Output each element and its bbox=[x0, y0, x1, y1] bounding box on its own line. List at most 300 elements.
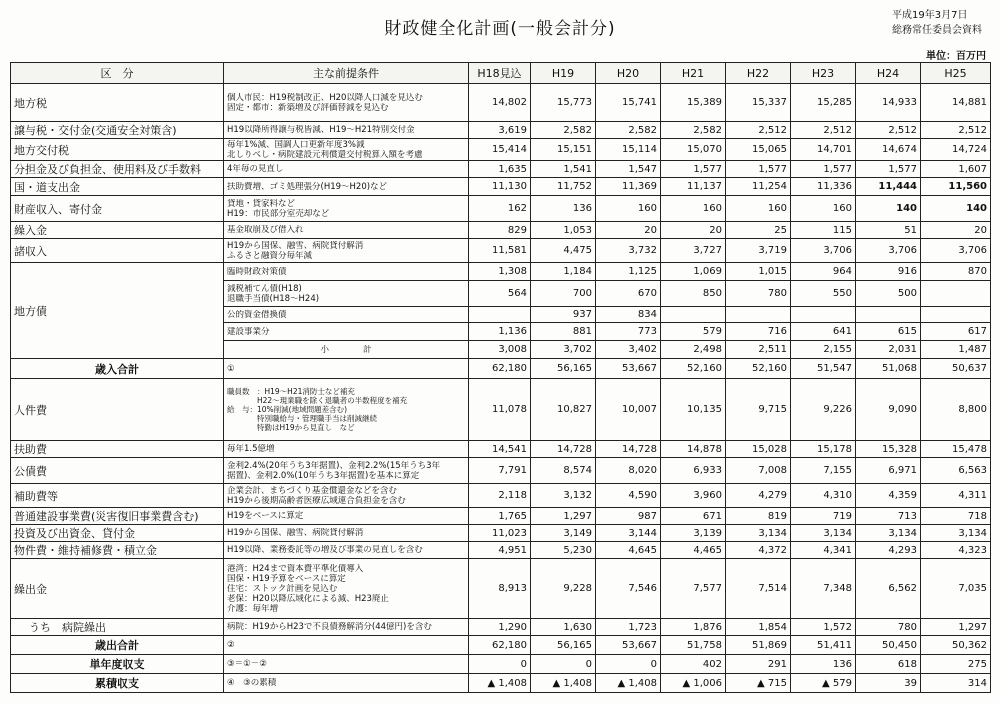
value-cell: 15,478 bbox=[921, 441, 991, 458]
value-cell: 39 bbox=[856, 674, 921, 693]
value-cell: 1,541 bbox=[531, 161, 596, 178]
row-condition bbox=[224, 619, 469, 636]
value-cell: 51,758 bbox=[661, 636, 726, 655]
value-cell: 7,546 bbox=[596, 559, 661, 619]
row-condition bbox=[224, 239, 469, 263]
row-condition bbox=[224, 139, 469, 161]
value-cell: 2,582 bbox=[661, 122, 726, 139]
table-row bbox=[11, 84, 991, 122]
condition-line: 企業会計、まちづくり基金償還金などを含む bbox=[227, 485, 397, 496]
value-cell: 618 bbox=[856, 655, 921, 674]
value-cell: 15,114 bbox=[596, 139, 661, 161]
condition-line: 減税補てん債(H18) bbox=[227, 283, 302, 294]
row-category: 普通建設事業費(災害復旧事業費含む) bbox=[11, 508, 224, 525]
value-cell: ▲ 715 bbox=[726, 674, 791, 693]
row-condition bbox=[224, 84, 469, 122]
row-category: うち 病院繰出 bbox=[11, 619, 224, 636]
value-cell: 15,414 bbox=[469, 139, 531, 161]
value-cell: 51 bbox=[856, 222, 921, 239]
header-row bbox=[11, 63, 991, 84]
value-cell: 15,151 bbox=[531, 139, 596, 161]
value-cell: 50,637 bbox=[921, 359, 991, 379]
value-cell: 20 bbox=[661, 222, 726, 239]
value-cell: 5,230 bbox=[531, 542, 596, 559]
value-cell: 1,577 bbox=[661, 161, 726, 178]
value-cell: 850 bbox=[661, 281, 726, 307]
value-cell: 670 bbox=[596, 281, 661, 307]
value-cell: 3,706 bbox=[856, 239, 921, 263]
col-header: H23 bbox=[791, 63, 856, 84]
condition-line: H19から国保、融雪、病院貸付解消 bbox=[227, 240, 364, 251]
page-title: 財政健全化計画(一般会計分) bbox=[384, 19, 616, 39]
condition-line: 給 与：10%削減(地域問題差含む) bbox=[227, 405, 348, 414]
value-cell: 11,254 bbox=[726, 178, 791, 196]
value-cell: 15,741 bbox=[596, 84, 661, 122]
value-cell: 20 bbox=[921, 222, 991, 239]
value-cell bbox=[921, 307, 991, 323]
value-cell: 718 bbox=[921, 508, 991, 525]
value-cell: 1,125 bbox=[596, 263, 661, 281]
col-header: 主な前提条件 bbox=[224, 63, 469, 84]
row-condition bbox=[224, 542, 469, 559]
value-cell: 15,070 bbox=[661, 139, 726, 161]
row-category: 単年度収支 bbox=[11, 655, 224, 674]
table-row bbox=[11, 441, 991, 458]
value-cell: 6,562 bbox=[856, 559, 921, 619]
value-cell: 11,137 bbox=[661, 178, 726, 196]
row-category: 地方債 bbox=[11, 263, 224, 359]
value-cell: 7,008 bbox=[726, 458, 791, 484]
row-condition bbox=[224, 196, 469, 222]
value-cell: 2,512 bbox=[921, 122, 991, 139]
value-cell: 641 bbox=[791, 323, 856, 341]
value-cell: 53,667 bbox=[596, 359, 661, 379]
value-cell: 3,706 bbox=[921, 239, 991, 263]
value-cell: 51,411 bbox=[791, 636, 856, 655]
table-row bbox=[11, 458, 991, 484]
condition-line: 臨時財政対策債 bbox=[227, 266, 287, 277]
value-cell: 1,635 bbox=[469, 161, 531, 178]
col-header: H25 bbox=[921, 63, 991, 84]
value-cell: 10,827 bbox=[531, 379, 596, 441]
value-cell: 3,149 bbox=[531, 525, 596, 542]
row-condition bbox=[224, 379, 469, 441]
row-condition bbox=[224, 122, 469, 139]
value-cell: 671 bbox=[661, 508, 726, 525]
table-row bbox=[11, 196, 991, 222]
value-cell: 11,078 bbox=[469, 379, 531, 441]
condition-line: H22～現業職を除く退職者の半数程度を補充 bbox=[227, 396, 408, 405]
condition-line: 特別職給与・管理職手当は削減継続 bbox=[227, 414, 377, 423]
value-cell: 1,015 bbox=[726, 263, 791, 281]
value-cell: 617 bbox=[921, 323, 991, 341]
value-cell: 15,028 bbox=[726, 441, 791, 458]
value-cell: 3,719 bbox=[726, 239, 791, 263]
row-condition bbox=[224, 674, 469, 693]
value-cell: 11,369 bbox=[596, 178, 661, 196]
value-cell: 716 bbox=[726, 323, 791, 341]
value-cell: 11,752 bbox=[531, 178, 596, 196]
value-cell: 14,724 bbox=[921, 139, 991, 161]
value-cell: 719 bbox=[791, 508, 856, 525]
row-category: 地方交付税 bbox=[11, 139, 224, 161]
value-cell: 15,773 bbox=[531, 84, 596, 122]
value-cell: 4,341 bbox=[791, 542, 856, 559]
row-condition bbox=[224, 458, 469, 484]
row-category: 補助費等 bbox=[11, 484, 224, 508]
table-row bbox=[11, 619, 991, 636]
value-cell: 15,285 bbox=[791, 84, 856, 122]
condition-line: 据置)、金利2.0%(10年うち3年据置)を基本に算定 bbox=[227, 470, 420, 481]
row-category: 分担金及び負担金、使用料及び手数料 bbox=[11, 161, 224, 178]
value-cell: ▲ 1,408 bbox=[596, 674, 661, 693]
value-cell: 53,667 bbox=[596, 636, 661, 655]
value-cell: 870 bbox=[921, 263, 991, 281]
row-condition bbox=[224, 222, 469, 239]
row-category: 地方税 bbox=[11, 84, 224, 122]
row-category: 人件費 bbox=[11, 379, 224, 441]
value-cell: 1,297 bbox=[531, 508, 596, 525]
value-cell: 3,134 bbox=[856, 525, 921, 542]
row-condition bbox=[224, 307, 469, 323]
table-row bbox=[11, 508, 991, 525]
value-cell: 4,475 bbox=[531, 239, 596, 263]
row-condition bbox=[224, 281, 469, 307]
value-cell: 7,035 bbox=[921, 559, 991, 619]
row-condition bbox=[224, 263, 469, 281]
row-category: 譲与税・交付金(交通安全対策含) bbox=[11, 122, 224, 139]
condition-line: 老保：H20以降広域化による減、H23廃止 bbox=[227, 593, 389, 604]
value-cell: 881 bbox=[531, 323, 596, 341]
table-row bbox=[11, 222, 991, 239]
value-cell: 8,574 bbox=[531, 458, 596, 484]
value-cell: 291 bbox=[726, 655, 791, 674]
value-cell: 2,511 bbox=[726, 341, 791, 359]
value-cell: 4,372 bbox=[726, 542, 791, 559]
value-cell: 140 bbox=[921, 196, 991, 222]
table-row bbox=[11, 178, 991, 196]
value-cell: 6,563 bbox=[921, 458, 991, 484]
row-category: 物件費・維持補修費・積立金 bbox=[11, 542, 224, 559]
document-date: 平成19年3月7日 bbox=[892, 10, 968, 21]
condition-line: H19以降、業務委託等の増及び事業の見直しを含む bbox=[227, 545, 423, 555]
value-cell bbox=[469, 307, 531, 323]
value-cell: 2,512 bbox=[856, 122, 921, 139]
value-cell: 15,065 bbox=[726, 139, 791, 161]
value-cell: 937 bbox=[531, 307, 596, 323]
row-condition bbox=[224, 178, 469, 196]
value-cell: 500 bbox=[856, 281, 921, 307]
row-category: 歳入合計 bbox=[11, 359, 224, 379]
document-source: 総務常任委員会資料 bbox=[892, 25, 982, 36]
value-cell: 700 bbox=[531, 281, 596, 307]
row-condition bbox=[224, 636, 469, 655]
value-cell: 4,645 bbox=[596, 542, 661, 559]
value-cell: 50,362 bbox=[921, 636, 991, 655]
row-condition bbox=[224, 508, 469, 525]
row-category: 公債費 bbox=[11, 458, 224, 484]
value-cell: 916 bbox=[856, 263, 921, 281]
condition-line: ④ ③の累積 bbox=[227, 678, 277, 688]
value-cell: 4,465 bbox=[661, 542, 726, 559]
value-cell: 9,090 bbox=[856, 379, 921, 441]
row-condition bbox=[224, 559, 469, 619]
col-header: H24 bbox=[856, 63, 921, 84]
value-cell: 50,450 bbox=[856, 636, 921, 655]
value-cell: 780 bbox=[856, 619, 921, 636]
value-cell: 1,723 bbox=[596, 619, 661, 636]
value-cell: 2,498 bbox=[661, 341, 726, 359]
value-cell: ▲ 579 bbox=[791, 674, 856, 693]
condition-line: 北しりべし・病院建設元利償還交付税算入額を考慮 bbox=[227, 149, 423, 160]
condition-line: 個人市民：H19税制改正、H20以降人口減を見込む bbox=[227, 92, 423, 103]
value-cell: 15,178 bbox=[791, 441, 856, 458]
value-cell bbox=[921, 281, 991, 307]
value-cell: 3,619 bbox=[469, 122, 531, 139]
condition-line: 退職手当債(H18～H24) bbox=[227, 293, 320, 304]
condition-line: 公的資金借換債 bbox=[227, 309, 287, 320]
value-cell: 1,607 bbox=[921, 161, 991, 178]
value-cell: 402 bbox=[661, 655, 726, 674]
value-cell: 51,068 bbox=[856, 359, 921, 379]
value-cell: 14,728 bbox=[596, 441, 661, 458]
value-cell: 0 bbox=[531, 655, 596, 674]
table-row bbox=[11, 359, 991, 379]
row-condition bbox=[224, 655, 469, 674]
condition-line: ② bbox=[227, 640, 235, 650]
col-header: H19 bbox=[531, 63, 596, 84]
value-cell: 62,180 bbox=[469, 359, 531, 379]
row-category: 歳出合計 bbox=[11, 636, 224, 655]
value-cell: 9,715 bbox=[726, 379, 791, 441]
value-cell: 2,512 bbox=[791, 122, 856, 139]
value-cell: 62,180 bbox=[469, 636, 531, 655]
value-cell: 314 bbox=[921, 674, 991, 693]
col-header: 区 分 bbox=[11, 63, 224, 84]
value-cell: 3,727 bbox=[661, 239, 726, 263]
value-cell: 550 bbox=[791, 281, 856, 307]
value-cell: 136 bbox=[531, 196, 596, 222]
row-category: 国・道支出金 bbox=[11, 178, 224, 196]
value-cell: 987 bbox=[596, 508, 661, 525]
value-cell: 56,165 bbox=[531, 636, 596, 655]
value-cell: 1,053 bbox=[531, 222, 596, 239]
col-header: H18見込 bbox=[469, 63, 531, 84]
value-cell: 8,800 bbox=[921, 379, 991, 441]
value-cell: 7,577 bbox=[661, 559, 726, 619]
table-row bbox=[11, 674, 991, 693]
value-cell: 56,165 bbox=[531, 359, 596, 379]
fiscal-plan-table bbox=[10, 62, 991, 693]
table-row bbox=[11, 655, 991, 674]
value-cell: 1,630 bbox=[531, 619, 596, 636]
table-row bbox=[11, 161, 991, 178]
value-cell: ▲ 1,006 bbox=[661, 674, 726, 693]
condition-line: 国保・H19予算をベースに算定 bbox=[227, 573, 346, 584]
condition-line: 港湾：H24まで資本費平準化債導入 bbox=[227, 563, 364, 574]
value-cell: 1,765 bbox=[469, 508, 531, 525]
value-cell: 2,155 bbox=[791, 341, 856, 359]
row-category: 累積収支 bbox=[11, 674, 224, 693]
condition-line: 小 計 bbox=[320, 344, 372, 355]
condition-line: H19：市民部分室売却など bbox=[227, 208, 330, 219]
table-row bbox=[11, 542, 991, 559]
value-cell: 1,854 bbox=[726, 619, 791, 636]
value-cell: 2,582 bbox=[596, 122, 661, 139]
row-condition bbox=[224, 525, 469, 542]
value-cell: 3,139 bbox=[661, 525, 726, 542]
value-cell: 11,023 bbox=[469, 525, 531, 542]
value-cell: 1,308 bbox=[469, 263, 531, 281]
value-cell: 4,293 bbox=[856, 542, 921, 559]
value-cell bbox=[661, 307, 726, 323]
value-cell: 160 bbox=[726, 196, 791, 222]
value-cell: 10,007 bbox=[596, 379, 661, 441]
value-cell: 1,290 bbox=[469, 619, 531, 636]
value-cell: 14,701 bbox=[791, 139, 856, 161]
value-cell: 1,577 bbox=[791, 161, 856, 178]
value-cell: 7,791 bbox=[469, 458, 531, 484]
value-cell: 4,310 bbox=[791, 484, 856, 508]
col-header: H22 bbox=[726, 63, 791, 84]
value-cell: 3,706 bbox=[791, 239, 856, 263]
value-cell: 3,960 bbox=[661, 484, 726, 508]
value-cell: 615 bbox=[856, 323, 921, 341]
condition-line: 金利2.4%(20年うち3年据置)、金利2.2%(15年うち3年 bbox=[227, 460, 441, 471]
value-cell: 14,933 bbox=[856, 84, 921, 122]
value-cell: 819 bbox=[726, 508, 791, 525]
row-category: 繰入金 bbox=[11, 222, 224, 239]
value-cell: 713 bbox=[856, 508, 921, 525]
value-cell: 1,297 bbox=[921, 619, 991, 636]
value-cell: 11,581 bbox=[469, 239, 531, 263]
value-cell: 3,134 bbox=[726, 525, 791, 542]
row-condition bbox=[224, 441, 469, 458]
value-cell: 11,130 bbox=[469, 178, 531, 196]
condition-line: 扶助費増、ゴミ処理張分(H19～H20)など bbox=[227, 181, 388, 192]
value-cell: 8,020 bbox=[596, 458, 661, 484]
value-cell: 1,547 bbox=[596, 161, 661, 178]
row-condition bbox=[224, 341, 469, 359]
value-cell: 3,144 bbox=[596, 525, 661, 542]
value-cell: 11,336 bbox=[791, 178, 856, 196]
value-cell bbox=[726, 307, 791, 323]
value-cell: 564 bbox=[469, 281, 531, 307]
value-cell: 162 bbox=[469, 196, 531, 222]
table-row bbox=[11, 239, 991, 263]
row-condition bbox=[224, 484, 469, 508]
value-cell: 3,702 bbox=[531, 341, 596, 359]
value-cell: ▲ 1,408 bbox=[469, 674, 531, 693]
value-cell: 829 bbox=[469, 222, 531, 239]
value-cell: 3,134 bbox=[791, 525, 856, 542]
value-cell: 2,582 bbox=[531, 122, 596, 139]
condition-line: H19以降所得譲与税皆減、H19～H21特別交付金 bbox=[227, 125, 415, 135]
value-cell: 3,402 bbox=[596, 341, 661, 359]
condition-line: 病院：H19からH23で不良債務解消分(44億円)を含む bbox=[227, 622, 432, 632]
value-cell: 1,184 bbox=[531, 263, 596, 281]
unit-label: 単位：百万円 bbox=[926, 51, 986, 62]
row-condition bbox=[224, 359, 469, 379]
value-cell: 15,328 bbox=[856, 441, 921, 458]
value-cell: 1,487 bbox=[921, 341, 991, 359]
value-cell: 14,881 bbox=[921, 84, 991, 122]
value-cell: 6,971 bbox=[856, 458, 921, 484]
value-cell: 51,869 bbox=[726, 636, 791, 655]
value-cell: 160 bbox=[791, 196, 856, 222]
row-category: 投資及び出資金、貸付金 bbox=[11, 525, 224, 542]
value-cell: 9,228 bbox=[531, 559, 596, 619]
value-cell: 14,728 bbox=[531, 441, 596, 458]
value-cell: 52,160 bbox=[726, 359, 791, 379]
value-cell: ▲ 1,408 bbox=[531, 674, 596, 693]
table-row bbox=[11, 484, 991, 508]
row-category: 諸収入 bbox=[11, 239, 224, 263]
condition-line: 固定・都市：新築増及び評価替減を見込む bbox=[227, 102, 389, 113]
value-cell: 136 bbox=[791, 655, 856, 674]
value-cell: 160 bbox=[661, 196, 726, 222]
value-cell: 834 bbox=[596, 307, 661, 323]
value-cell: 1,069 bbox=[661, 263, 726, 281]
value-cell: 0 bbox=[469, 655, 531, 674]
col-header: H20 bbox=[596, 63, 661, 84]
value-cell: 7,348 bbox=[791, 559, 856, 619]
value-cell: 4,311 bbox=[921, 484, 991, 508]
row-category: 扶助費 bbox=[11, 441, 224, 458]
value-cell: 160 bbox=[596, 196, 661, 222]
condition-line: 毎年1%減、国調人口更新年度3%減 bbox=[227, 139, 365, 150]
value-cell: 20 bbox=[596, 222, 661, 239]
value-cell: 8,913 bbox=[469, 559, 531, 619]
condition-line: 4年毎の見直し bbox=[227, 164, 284, 174]
value-cell: 140 bbox=[856, 196, 921, 222]
value-cell: 11,560 bbox=[921, 178, 991, 196]
table-row bbox=[11, 139, 991, 161]
row-condition bbox=[224, 323, 469, 341]
value-cell: 4,279 bbox=[726, 484, 791, 508]
value-cell: 1,577 bbox=[726, 161, 791, 178]
value-cell: 3,132 bbox=[531, 484, 596, 508]
value-cell: 3,134 bbox=[921, 525, 991, 542]
condition-line: 住宅：ストック計画を見込む bbox=[227, 583, 338, 594]
value-cell: 2,118 bbox=[469, 484, 531, 508]
value-cell: 964 bbox=[791, 263, 856, 281]
table-row bbox=[11, 636, 991, 655]
condition-line: 介護：毎年増 bbox=[227, 603, 279, 614]
value-cell bbox=[791, 307, 856, 323]
value-cell: 14,802 bbox=[469, 84, 531, 122]
table-row bbox=[11, 379, 991, 441]
value-cell: 4,359 bbox=[856, 484, 921, 508]
row-category: 繰出金 bbox=[11, 559, 224, 619]
value-cell: 25 bbox=[726, 222, 791, 239]
value-cell: 6,933 bbox=[661, 458, 726, 484]
table-row bbox=[11, 559, 991, 619]
condition-line: ふるさと融資分毎年減 bbox=[227, 250, 313, 261]
value-cell: 1,577 bbox=[856, 161, 921, 178]
value-cell: 4,951 bbox=[469, 542, 531, 559]
value-cell: 3,732 bbox=[596, 239, 661, 263]
table-row bbox=[11, 263, 991, 281]
value-cell: 15,337 bbox=[726, 84, 791, 122]
value-cell: 14,878 bbox=[661, 441, 726, 458]
col-header: H21 bbox=[661, 63, 726, 84]
value-cell: 11,444 bbox=[856, 178, 921, 196]
value-cell: 10,135 bbox=[661, 379, 726, 441]
value-cell: 1,572 bbox=[791, 619, 856, 636]
value-cell: 7,155 bbox=[791, 458, 856, 484]
table-row bbox=[11, 525, 991, 542]
